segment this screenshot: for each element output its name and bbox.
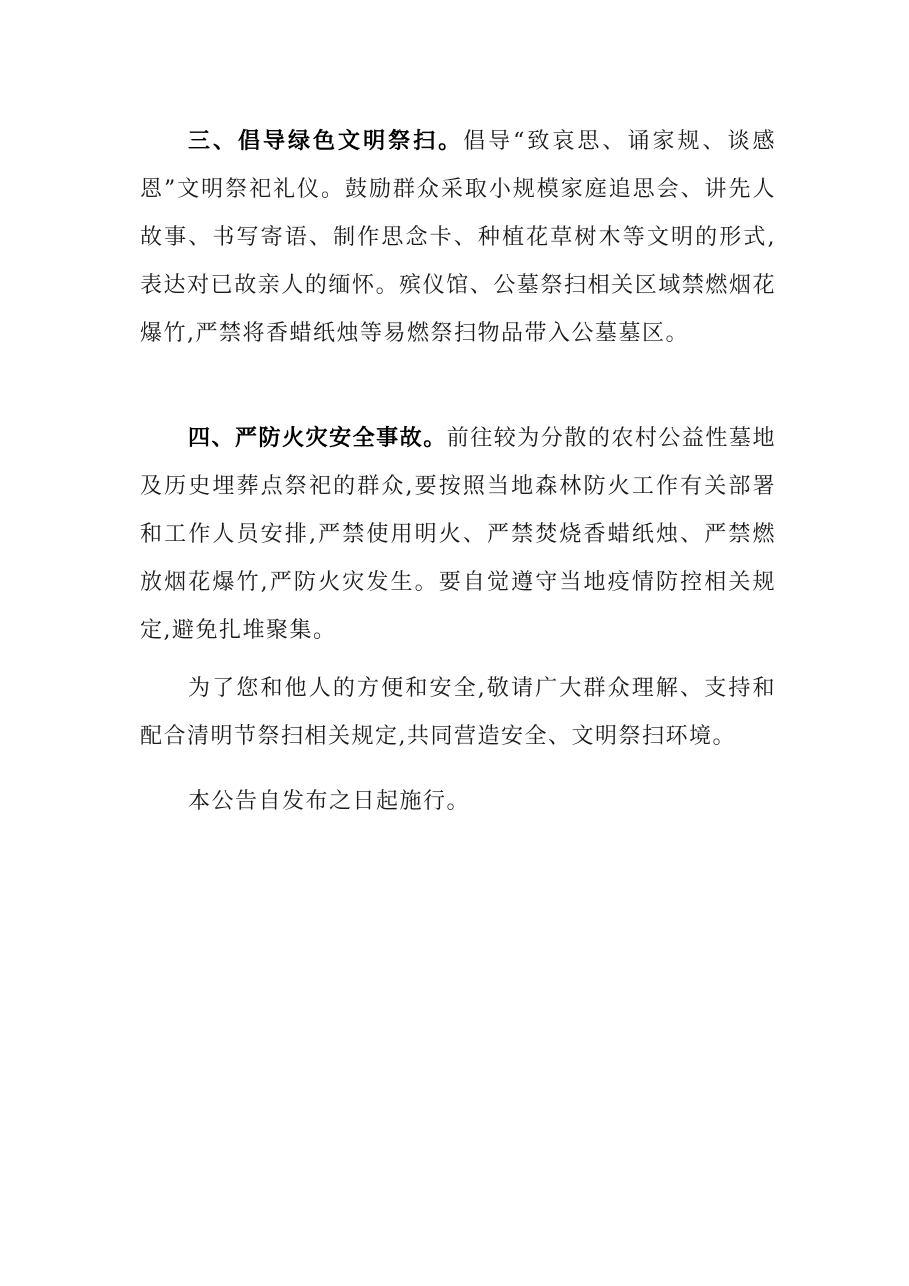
paragraph-body: 前往较为分散的农村公益性墓地及历史埋葬点祭祀的群众,要按照当地森林防火工作有关部署和工作人员安排,严禁使用明火、严禁焚烧香蜡纸烛、严禁燃放烟花爆竹,严防火灾发生。要自觉遵守当地疫情防控相关规定,避免扎堆聚集。 [140, 426, 776, 643]
paragraph-fire-safety [140, 415, 776, 655]
section-heading-four: 四、严防火灾安全事故。 [188, 426, 447, 451]
paragraph-body: 本公告自发布之日起施行。 [188, 789, 471, 814]
paragraph-public-appeal [140, 665, 776, 761]
paragraph-green-civilized-tomb-sweeping [140, 118, 776, 358]
section-heading-three: 三、倡导绿色文明祭扫。 [188, 129, 464, 154]
paragraph-body: 倡导“致哀思、诵家规、谈感恩”文明祭祀礼仪。鼓励群众采取小规模家庭追思会、讲先人故事、书写寄语、制作思念卡、种植花草树木等文明的形式,表达对已故亲人的缅怀。殡仪馆、公墓祭扫相关区域禁燃烟花爆竹,严禁将香蜡纸烛等易燃祭扫物品带入公墓墓区。 [140, 129, 776, 346]
paragraph-effective-date [140, 778, 776, 826]
paragraph-body: 为了您和他人的方便和安全,敬请广大群众理解、支持和配合清明节祭扫相关规定,共同营造安全、文明祭扫环境。 [140, 676, 776, 749]
